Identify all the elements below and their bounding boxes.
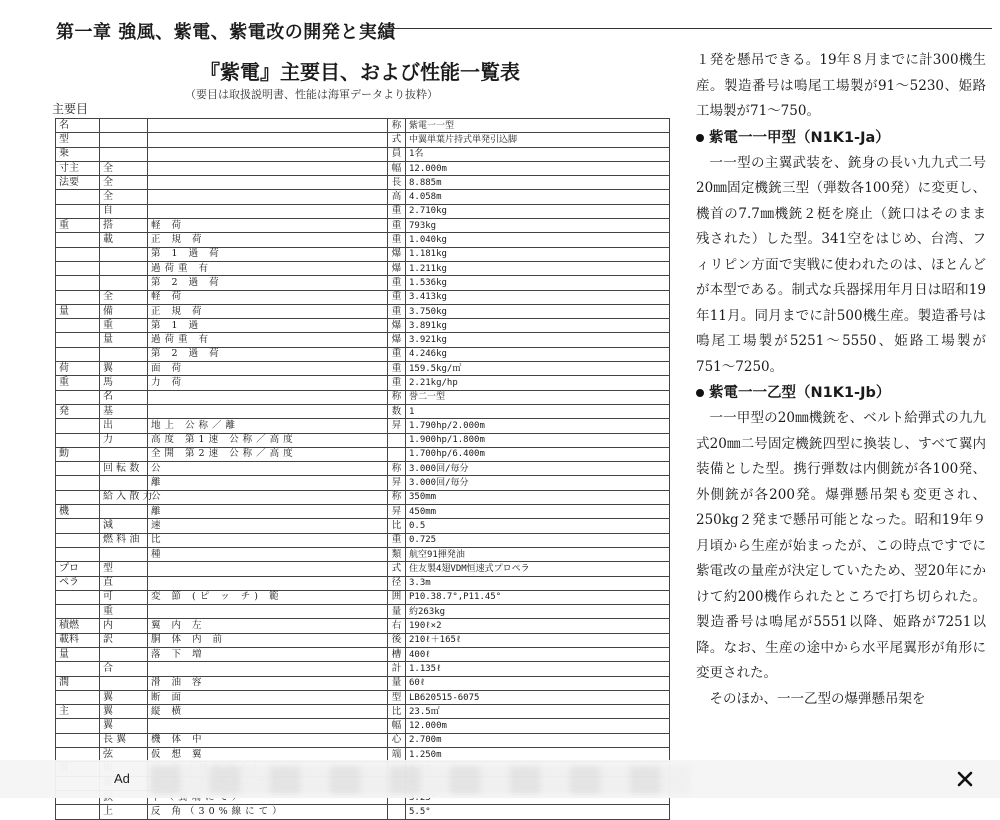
- table-cell: 搭: [100, 219, 148, 233]
- table-row: [56, 190, 670, 204]
- table-cell: 仮 想 翼: [148, 748, 388, 762]
- table-cell: [56, 733, 100, 747]
- table-row: [56, 233, 670, 247]
- table-cell: 積燃: [56, 619, 100, 633]
- table-cell: 重: [100, 605, 148, 619]
- section-heading: 紫電一一乙型（N1K1-Jb）: [696, 380, 986, 406]
- table-row: [56, 204, 670, 218]
- table-cell: [56, 805, 100, 819]
- table-cell: [148, 147, 388, 161]
- table-cell: [148, 390, 388, 404]
- table-cell: 重: [100, 319, 148, 333]
- bullet-icon: [696, 134, 704, 142]
- table-row: [56, 261, 670, 275]
- section-label: 主要目: [52, 102, 89, 116]
- table-cell: 主: [56, 705, 100, 719]
- table-cell: 比: [388, 705, 406, 719]
- table-cell: 縦 横: [148, 705, 388, 719]
- table-cell: 1.700hp/6.400m: [406, 447, 670, 461]
- table-cell: 翼: [100, 719, 148, 733]
- table-cell: 機 体 中: [148, 733, 388, 747]
- table-cell: [388, 805, 406, 819]
- table-cell: [148, 119, 388, 133]
- table-row: [56, 447, 670, 461]
- table-cell: ペラ: [56, 576, 100, 590]
- table-cell: 全: [100, 290, 148, 304]
- table-cell: 心: [388, 733, 406, 747]
- table-cell: [100, 119, 148, 133]
- table-cell: [100, 347, 148, 361]
- table-cell: 式: [388, 562, 406, 576]
- table-cell: 1名: [406, 147, 670, 161]
- table-cell: [56, 590, 100, 604]
- table-cell: 23.5㎡: [406, 705, 670, 719]
- table-cell: 1.536kg: [406, 276, 670, 290]
- table-cell: [148, 204, 388, 218]
- table-cell: 量: [388, 605, 406, 619]
- table-row: [56, 333, 670, 347]
- table-cell: 機: [56, 505, 100, 519]
- table-row: [56, 576, 670, 590]
- table-cell: 型: [388, 690, 406, 704]
- table-cell: 航空91揮発油: [406, 547, 670, 561]
- table-cell: 3.750kg: [406, 304, 670, 318]
- table-cell: [56, 190, 100, 204]
- table-cell: 正 規 荷: [148, 304, 388, 318]
- table-cell: 中翼単葉片持式単発引込脚: [406, 133, 670, 147]
- table-cell: 右: [388, 619, 406, 633]
- table-cell: 離: [148, 476, 388, 490]
- table-cell: 約263kg: [406, 605, 670, 619]
- table-cell: LB620515-6075: [406, 690, 670, 704]
- ad-label: Ad: [114, 771, 130, 786]
- spec-table: [55, 118, 670, 820]
- table-cell: [388, 447, 406, 461]
- table-row: [56, 705, 670, 719]
- table-cell: [56, 490, 100, 504]
- table-cell: 重: [388, 304, 406, 318]
- paragraph: １発を懸吊できる。19年８月までに計300機生産。製造番号は鳴尾工場製が91〜5230、姫路工場製が71〜750。: [696, 52, 986, 119]
- table-cell: 型: [56, 133, 100, 147]
- table-cell: 内: [100, 619, 148, 633]
- table-cell: 減: [100, 519, 148, 533]
- table-row: [56, 290, 670, 304]
- table-cell: [100, 505, 148, 519]
- table-row: [56, 133, 670, 147]
- table-cell: [56, 319, 100, 333]
- table-cell: 弦: [100, 748, 148, 762]
- table-cell: 紫電一一型: [406, 119, 670, 133]
- table-cell: [56, 261, 100, 275]
- table-cell: 1.790hp/2.000m: [406, 419, 670, 433]
- table-cell: 備: [100, 304, 148, 318]
- table-cell: 潤: [56, 676, 100, 690]
- table-cell: 翼: [100, 705, 148, 719]
- table-row: [56, 676, 670, 690]
- table-cell: [56, 433, 100, 447]
- table-row: [56, 733, 670, 747]
- table-cell: [148, 719, 388, 733]
- table-cell: 重: [388, 233, 406, 247]
- paragraph: 一一甲型の20㎜機銃を、ベルト給弾式の九九式20㎜二号固定機銃四型に換装し、すべて翼内装備とした型。携行弾数は内側銃が各100発、外側銃が各200発。爆弾懸吊架も変更され、250kg２発まで懸吊可能となった。昭和19年９月頃から生産が始まったが、この時点ですでに紫電改の量産が決定していたため、翌20年にかけて約200機作られたところで打ち切られた。製造番号は鳴尾が5551以降、姫路が7251以降。なお、生産の途中から水平尾翼形が角形に変更された。: [696, 410, 986, 681]
- chapter-rule: [392, 28, 992, 29]
- table-cell: [56, 690, 100, 704]
- table-cell: 重: [388, 347, 406, 361]
- table-cell: 自: [100, 204, 148, 218]
- table-cell: 5.5°: [406, 805, 670, 819]
- table-cell: 3.413kg: [406, 290, 670, 304]
- table-cell: 可: [100, 590, 148, 604]
- table-cell: 称: [388, 490, 406, 504]
- table-cell: 過荷重 有: [148, 261, 388, 275]
- table-cell: 3.891kg: [406, 319, 670, 333]
- table-cell: 重: [388, 204, 406, 218]
- table-cell: [56, 605, 100, 619]
- table-row: [56, 590, 670, 604]
- table-cell: 面 荷: [148, 362, 388, 376]
- table-cell: 基: [100, 404, 148, 418]
- table-cell: 長: [388, 176, 406, 190]
- chapter-header: [52, 14, 992, 48]
- table-cell: 重: [388, 219, 406, 233]
- table-cell: 類: [388, 547, 406, 561]
- table-cell: 159.5kg/㎡: [406, 362, 670, 376]
- table-cell: 地上 公称／離: [148, 419, 388, 433]
- table-cell: 馬: [100, 376, 148, 390]
- table-cell: 訳: [100, 633, 148, 647]
- table-cell: 速: [148, 519, 388, 533]
- table-cell: 爆: [388, 333, 406, 347]
- table-cell: 数: [388, 404, 406, 418]
- table-cell: 荷: [56, 362, 100, 376]
- ad-content[interactable]: [150, 766, 690, 794]
- table-cell: 公: [148, 462, 388, 476]
- table-cell: 名: [56, 119, 100, 133]
- table-row: [56, 647, 670, 661]
- table-cell: 囲: [388, 590, 406, 604]
- table-cell: 断 面: [148, 690, 388, 704]
- table-cell: 3.000回/毎分: [406, 476, 670, 490]
- table-cell: 全: [100, 176, 148, 190]
- table-cell: 1.135ℓ: [406, 662, 670, 676]
- table-cell: [148, 662, 388, 676]
- table-cell: 称: [388, 119, 406, 133]
- table-row: [56, 662, 670, 676]
- table-cell: 誉二一型: [406, 390, 670, 404]
- table-row: [56, 419, 670, 433]
- table-cell: 正 規 荷: [148, 233, 388, 247]
- table-cell: [100, 133, 148, 147]
- table-cell: [100, 247, 148, 261]
- table-row: [56, 505, 670, 519]
- table-cell: 60ℓ: [406, 676, 670, 690]
- table-cell: 全: [100, 161, 148, 175]
- table-cell: 爆: [388, 319, 406, 333]
- table-cell: [56, 533, 100, 547]
- table-row: [56, 805, 670, 819]
- table-row: [56, 304, 670, 318]
- table-cell: 高度 第1速 公称／高度: [148, 433, 388, 447]
- table-cell: 種: [148, 547, 388, 561]
- table-cell: 計: [388, 662, 406, 676]
- table-cell: [148, 161, 388, 175]
- table-cell: 軽 荷: [148, 290, 388, 304]
- table-cell: 称: [388, 462, 406, 476]
- table-row: [56, 161, 670, 175]
- table-row: [56, 690, 670, 704]
- table-cell: 寸主: [56, 161, 100, 175]
- table-cell: 公: [148, 490, 388, 504]
- table-cell: 1.250m: [406, 748, 670, 762]
- table-cell: 回 転 数: [100, 462, 148, 476]
- table-cell: 反 角（30%線にて）: [148, 805, 388, 819]
- table-cell: 住友製4翅VDM恒速式プロペラ: [406, 562, 670, 576]
- table-cell: [100, 147, 148, 161]
- table-cell: 450mm: [406, 505, 670, 519]
- table-cell: 爆: [388, 261, 406, 275]
- table-cell: 員: [388, 147, 406, 161]
- article-column: [696, 48, 986, 712]
- table-cell: 昇: [388, 419, 406, 433]
- table-cell: 重: [388, 290, 406, 304]
- table-cell: 3.3m: [406, 576, 670, 590]
- document-title: 『紫電』主要目、および性能一覧表: [200, 60, 520, 84]
- table-row: [56, 476, 670, 490]
- table-row: [56, 247, 670, 261]
- table-cell: [56, 476, 100, 490]
- table-cell: [56, 462, 100, 476]
- table-cell: 量: [388, 676, 406, 690]
- table-cell: 幅: [388, 719, 406, 733]
- table-cell: 離: [148, 505, 388, 519]
- table-cell: 変 節 (ピ ッ チ) 範: [148, 590, 388, 604]
- table-cell: 重: [388, 276, 406, 290]
- table-cell: [56, 547, 100, 561]
- table-cell: 給 入 散 力: [100, 490, 148, 504]
- table-cell: 載: [100, 233, 148, 247]
- table-cell: 槽: [388, 647, 406, 661]
- paragraph: そのほか、一一乙型の爆弾懸吊架を: [709, 690, 926, 707]
- table-cell: [148, 190, 388, 204]
- table-cell: [100, 647, 148, 661]
- table-cell: [148, 562, 388, 576]
- table-row: [56, 462, 670, 476]
- ad-banner[interactable]: [0, 760, 1000, 798]
- table-cell: 動: [56, 447, 100, 461]
- table-cell: [100, 676, 148, 690]
- table-cell: 1.181kg: [406, 247, 670, 261]
- table-cell: 8.885m: [406, 176, 670, 190]
- table-cell: 載料: [56, 633, 100, 647]
- table-cell: [56, 662, 100, 676]
- table-cell: 上: [100, 805, 148, 819]
- table-cell: [100, 447, 148, 461]
- table-row: [56, 719, 670, 733]
- table-cell: 昇: [388, 505, 406, 519]
- table-cell: 350mm: [406, 490, 670, 504]
- table-cell: 重: [388, 376, 406, 390]
- table-cell: 210ℓ＋165ℓ: [406, 633, 670, 647]
- table-cell: 合: [100, 662, 148, 676]
- table-row: [56, 147, 670, 161]
- table-cell: 式: [388, 133, 406, 147]
- table-row: [56, 362, 670, 376]
- table-row: [56, 533, 670, 547]
- table-cell: 直: [100, 576, 148, 590]
- table-cell: 全開 第2速 公称／高度: [148, 447, 388, 461]
- table-cell: 2.21kg/hp: [406, 376, 670, 390]
- table-cell: 出: [100, 419, 148, 433]
- table-row: [56, 347, 670, 361]
- table-cell: 高: [388, 190, 406, 204]
- table-cell: 190ℓ×2: [406, 619, 670, 633]
- table-cell: 昇: [388, 476, 406, 490]
- table-cell: 3.000回/毎分: [406, 462, 670, 476]
- table-cell: 2.710kg: [406, 204, 670, 218]
- table-cell: 量: [100, 333, 148, 347]
- close-icon[interactable]: [952, 766, 978, 792]
- section-heading: 紫電一一甲型（N1K1-Ja）: [696, 125, 986, 151]
- table-cell: 力: [100, 433, 148, 447]
- table-row: [56, 633, 670, 647]
- table-cell: 後: [388, 633, 406, 647]
- table-cell: [56, 390, 100, 404]
- table-cell: 1.211kg: [406, 261, 670, 275]
- table-cell: [100, 261, 148, 275]
- table-cell: 落 下 増: [148, 647, 388, 661]
- table-cell: 量: [56, 647, 100, 661]
- table-cell: 第 1 過: [148, 319, 388, 333]
- table-cell: 量: [56, 304, 100, 318]
- table-cell: 第 2 過 荷: [148, 347, 388, 361]
- table-cell: 過荷重 有: [148, 333, 388, 347]
- table-cell: [100, 276, 148, 290]
- table-cell: 重: [56, 376, 100, 390]
- table-cell: [56, 419, 100, 433]
- table-cell: 0.5: [406, 519, 670, 533]
- table-cell: 重: [388, 533, 406, 547]
- table-cell: 比: [388, 519, 406, 533]
- table-cell: 1.900hp/1.800m: [406, 433, 670, 447]
- table-cell: [56, 276, 100, 290]
- table-row: [56, 276, 670, 290]
- table-cell: プロ: [56, 562, 100, 576]
- table-row: [56, 119, 670, 133]
- table-cell: P10.38.7°,P11.45°: [406, 590, 670, 604]
- table-cell: [148, 176, 388, 190]
- table-cell: 重: [56, 219, 100, 233]
- table-row: [56, 562, 670, 576]
- table-cell: 称: [388, 390, 406, 404]
- table-cell: [148, 133, 388, 147]
- table-cell: 12.000m: [406, 161, 670, 175]
- table-cell: 軽 荷: [148, 219, 388, 233]
- table-cell: 12.000m: [406, 719, 670, 733]
- table-cell: 胴 体 内 前: [148, 633, 388, 647]
- table-cell: 793kg: [406, 219, 670, 233]
- table-cell: [148, 404, 388, 418]
- table-cell: [100, 547, 148, 561]
- document-subtitle: （要目は取扱説明書、性能は海軍データより抜粋）: [185, 88, 438, 101]
- table-cell: 0.725: [406, 533, 670, 547]
- table-row: [56, 176, 670, 190]
- table-row: [56, 404, 670, 418]
- table-cell: 2.700m: [406, 733, 670, 747]
- table-cell: 翼 内 左: [148, 619, 388, 633]
- table-cell: [56, 290, 100, 304]
- table-cell: 第 1 過 荷: [148, 247, 388, 261]
- table-cell: [56, 347, 100, 361]
- table-cell: [148, 576, 388, 590]
- table-cell: 法要: [56, 176, 100, 190]
- table-row: [56, 547, 670, 561]
- table-row: [56, 219, 670, 233]
- table-cell: 発: [56, 404, 100, 418]
- table-cell: 3.921kg: [406, 333, 670, 347]
- table-row: [56, 390, 670, 404]
- table-cell: [388, 433, 406, 447]
- table-cell: 力 荷: [148, 376, 388, 390]
- table-row: [56, 490, 670, 504]
- table-cell: 径: [388, 576, 406, 590]
- table-row: [56, 319, 670, 333]
- table-cell: 4.246kg: [406, 347, 670, 361]
- table-cell: [56, 519, 100, 533]
- table-row: [56, 519, 670, 533]
- table-cell: 4.058m: [406, 190, 670, 204]
- table-cell: [56, 333, 100, 347]
- table-cell: 翼: [100, 362, 148, 376]
- table-cell: 400ℓ: [406, 647, 670, 661]
- table-cell: 名: [100, 390, 148, 404]
- paragraph: 一一型の主翼武装を、銃身の長い九九式二号20㎜固定機銃三型（弾数各100発）に変更し、機首の7.7㎜機銃２梃を廃止（銃口はそのまま残された）した型。341空をはじめ、台湾、フィリピン方面で実戦に使われたのは、ほとんどが本型である。制式な兵器採用年月日は昭和19年11月。同月までに計500機生産。製造番号は鳴尾工場製が5251〜5550、姫路工場製が751〜7250。: [696, 154, 986, 375]
- table-cell: 第 2 過 荷: [148, 276, 388, 290]
- table-cell: 全: [100, 190, 148, 204]
- table-row: [56, 433, 670, 447]
- table-cell: 長 翼: [100, 733, 148, 747]
- table-cell: 爆: [388, 247, 406, 261]
- table-cell: [56, 247, 100, 261]
- table-row: [56, 376, 670, 390]
- table-cell: [100, 476, 148, 490]
- bullet-icon: [696, 389, 704, 397]
- table-cell: 重: [388, 362, 406, 376]
- table-cell: 型: [100, 562, 148, 576]
- table-cell: 燃 料 油: [100, 533, 148, 547]
- table-cell: 比: [148, 533, 388, 547]
- table-cell: 幅: [388, 161, 406, 175]
- table-cell: 端: [388, 748, 406, 762]
- table-cell: 1: [406, 404, 670, 418]
- table-cell: 乗: [56, 147, 100, 161]
- chapter-title: 第一章 強風、紫電、紫電改の開発と実績: [56, 22, 396, 43]
- table-cell: 1.040kg: [406, 233, 670, 247]
- table-cell: 翼: [100, 690, 148, 704]
- table-cell: 滑 油 容: [148, 676, 388, 690]
- table-cell: [56, 204, 100, 218]
- table-row: [56, 605, 670, 619]
- table-cell: [56, 719, 100, 733]
- table-cell: [56, 233, 100, 247]
- table-cell: [148, 605, 388, 619]
- table-row: [56, 619, 670, 633]
